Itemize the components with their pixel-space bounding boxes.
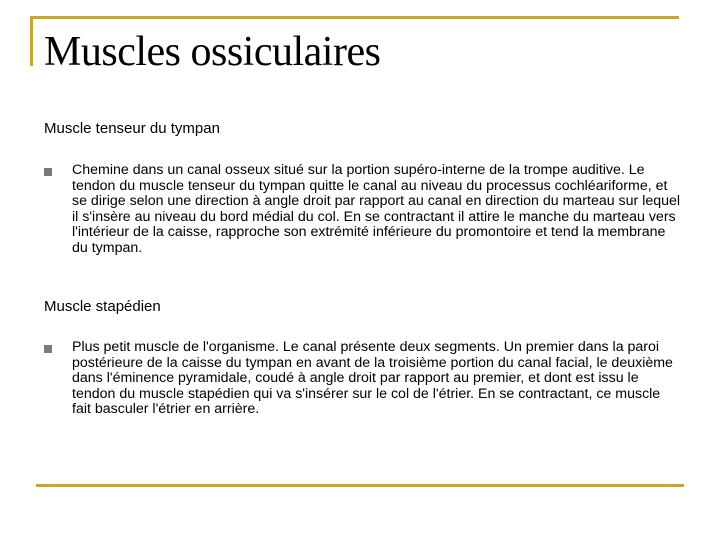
square-bullet-icon xyxy=(44,168,52,176)
square-bullet-icon xyxy=(44,345,52,353)
bullet-text-stapedius: Plus petit muscle de l'organisme. Le canal présente deux segments. Un premier dans la paroi postérieure de la caisse du tympan en avant de la troisième portion du canal facial, le deuxième dans l'éminence pyramidale, coudé à angle droit par rapport au premier, et dont est issu le tendon du muscle stapédien qui va s'insérer sur le col de l'étrier. En se contractant, ce muscle fait basculer l'étrier en arrière. xyxy=(72,339,673,417)
section-heading-tensor-tympani: Muscle tenseur du tympan xyxy=(44,120,220,137)
slide-title: Muscles ossiculaires xyxy=(44,29,381,75)
top-rule xyxy=(30,16,679,19)
left-rule xyxy=(30,16,33,66)
section-heading-stapedius: Muscle stapédien xyxy=(44,298,161,315)
bottom-rule xyxy=(36,484,684,487)
bullet-text-tensor-tympani: Chemine dans un canal osseux situé sur la portion supéro-interne de la trompe auditive. Le tendon du muscle tenseur du tympan quitte le canal au niveau du processus cochléariforme, et se dirige selon une direction à angle droit par rapport au canal en direction du marteau sur lequel il s'insère au niveau du bord médial du col. En se contractant il attire le manche du marteau vers l'intérieur de la caisse, rapproche son extrémité inférieure du promontoire et tend la membrane du tympan. xyxy=(72,162,681,256)
